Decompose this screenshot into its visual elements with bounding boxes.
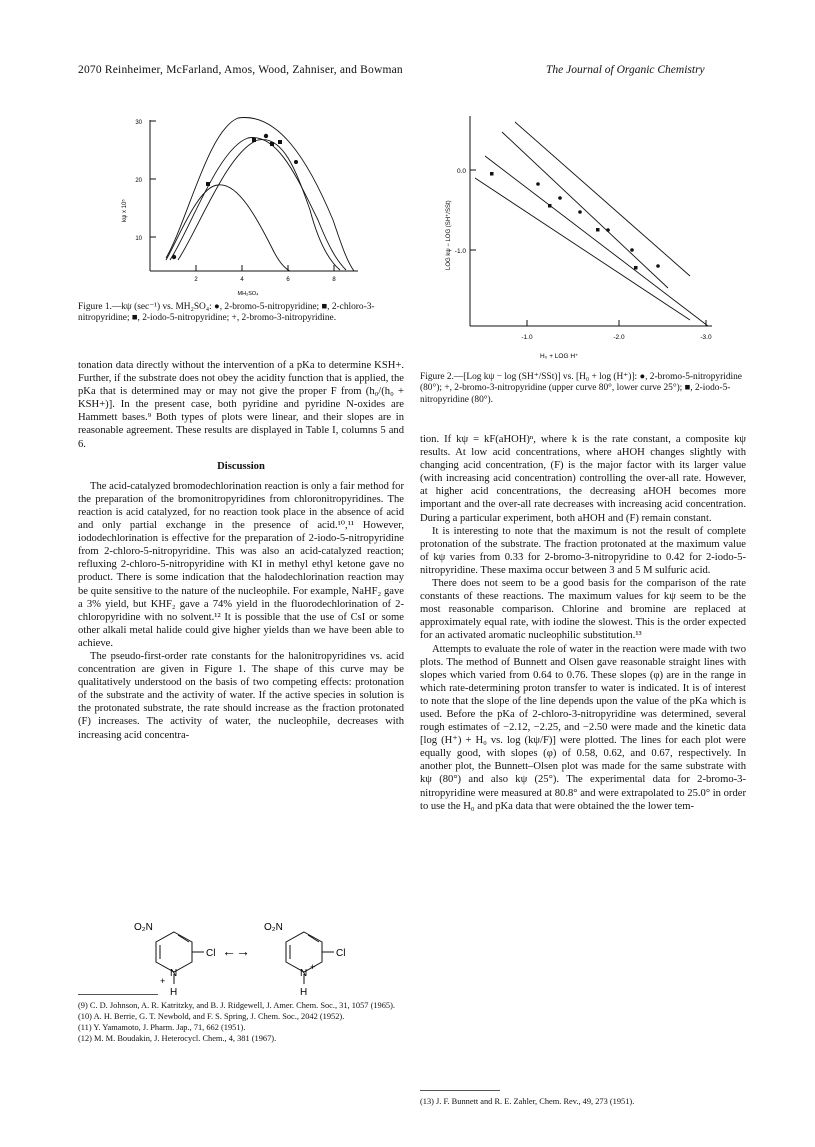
fig1-ytick-20: 20: [135, 178, 142, 184]
hydrogen-a: H: [170, 987, 178, 998]
fig2-xtick-neg1: -1.0: [521, 334, 533, 341]
resonance-scheme: [120, 918, 370, 1000]
fig1-curve-c: [178, 140, 340, 270]
fig1-curve-a: [166, 117, 354, 271]
fig1-xtick-4: 4: [240, 277, 244, 283]
footnotes-left: [78, 1000, 404, 1044]
right-paragraph-2: It is interesting to note that the maximum is not the result of complete protonation of the substrate. The fraction protonated at the maximum value of kψ varies from 0.33 for 2-bromo-3-nitropyridine to 0.42 for 2-iodo-5-nitropyridine. These maxima occur between 3 and 5 M sulfuric acid.: [420, 525, 746, 576]
fig2-line-2: [502, 132, 668, 288]
fig1-y-label: kψ x 10⁵: [122, 199, 128, 222]
nitrogen-b: N: [300, 968, 308, 979]
section-heading-discussion: Discussion: [217, 460, 265, 472]
left-paragraph-2: The acid-catalyzed bromodechlorination reaction is only a fair method for the preparation of the bromonitropyridines from chloronitropyridines. The reaction is acid catalyzed, for no reaction took place in the absence of acid and only partial exchange in the presence of acid.¹⁰,¹¹ However, iododechlorination is effective for the preparation of 2-iodo-5-nitropyridine from 2-chloro-5-nitropyridine. This was also an acid-catalyzed reaction; refluxing 2-chloro-5-nitropyridine with KI in methyl ethyl ketone gave no product. There is some indication that the halodechlorination reaction may be quite sensitive to the nature of the nucleophile. For example, NaHF₂ gave a 3% yield, but KHF₂ gave a 74% yield in the fluorodechlorination of 2-chloropyridine with no solvent.¹² It is possible that the use of CsI or some other alkali metal halide could give higher yields than we have been able to achieve.: [78, 480, 404, 649]
hydrogen-b: H: [300, 987, 308, 998]
left-column: [78, 359, 404, 742]
journal-name: The Journal of Organic Chemistry: [546, 64, 705, 76]
fig1-ytick-30: 30: [135, 120, 142, 126]
fig2-ytick-neg1: -1.0: [454, 248, 466, 255]
chloro-b: Cl: [336, 948, 346, 959]
footnote-9: (9) C. D. Johnson, A. R. Katritzky, and B. J. Ridgewell, J. Amer. Chem. Soc., 31, 1057 (1965).: [78, 1001, 395, 1010]
fig1-xtick-8: 8: [332, 277, 336, 283]
fig1-xtick-6: 6: [286, 277, 290, 283]
chloro-a: Cl: [206, 948, 216, 959]
figure-2: [420, 100, 750, 372]
right-paragraph-3: There does not seem to be a good basis for the comparison of the rate constants of these reactions. The maximum values for kψ seem to be the most reasonable comparison. Chlorine and bromine are replaced at approximately equal rate, with iodine the slowest. This is the order expected for an activated aromatic nucleophilic substitution.¹³: [420, 578, 746, 642]
nitro-group-a: O₂N: [134, 922, 153, 933]
fig2-xtick-neg3: -3.0: [700, 334, 712, 341]
right-paragraph-1: tion. If kψ = kF(aHOH)ⁿ, where k is the rate constant, a composite kψ results. At low acid concentrations, where aHOH changes slightly with changing acid concentration, (F) is the major factor with its larger value (with increasing acid concentration) controlling the over-all rate. However, at higher acid concentrations, the decreasing aHOH becomes more important and the over-all rate decreases with increasing acid concentration. During a particular experiment, both aHOH and (F) remain constant.: [420, 434, 746, 524]
footnotes-right: [420, 1096, 746, 1107]
footnote-13: (13) J. F. Bunnett and R. E. Zahler, Chem. Rev., 49, 273 (1951).: [420, 1097, 635, 1106]
left-paragraph-1: tonation data directly without the intervention of a pKa to determine KSH+. Further, if the substrate does not obey the acidity function that is applied, the pKa that is determined may or may not give the proper F from (h₀/(h₀ + KSH+)]. In the present case, both pyridine and pyridine N-oxides are Hammett bases.⁹ Both types of plots were linear, and their slopes are in reasonable agreement. These results are displayed in Table I, columns 5 and 6.: [78, 360, 404, 450]
fig2-ytick-0: 0.0: [456, 168, 466, 175]
fig2-line-3: [485, 156, 708, 326]
charge-b: +: [310, 962, 316, 972]
pyridine-ring-a: [156, 932, 192, 972]
charge-a: +: [160, 976, 166, 986]
fig1-curve-d: [166, 185, 290, 271]
figure-2-caption: Figure 2.—[Log kψ − log (SH⁺/SSt)] vs. [H₀ + log (H⁺)]: ●, 2-bromo-5-nitropyridine (80°); +, 2-bromo-3-nitropyridine (upper curve 80°, lower curve 25°); ■, 2-iodo-5-nitropyridine (80°).: [420, 372, 742, 405]
footnote-11: (11) Y. Yamamoto, J. Pharm. Jap., 71, 662 (1951).: [78, 1023, 246, 1032]
footnote-10: (10) A. H. Berrie, G. T. Newbold, and F. S. Spring, J. Chem. Soc., 2042 (1952).: [78, 1012, 345, 1021]
figure-1-caption: Figure 1.—kψ (sec⁻¹) vs. MH₂SO₄: ●, 2-bromo-5-nitropyridine; ■, 2-chloro-3-nitropyridine; ■, 2-iodo-5-nitropyridine; +, 2-bromo-3-nitropyridine.: [78, 302, 375, 324]
running-header: 2070 Reinheimer, McFarland, Amos, Wood, Zahniser, and Bowman: [78, 64, 403, 76]
footnote-12: (12) M. M. Boudakin, J. Heterocycl. Chem., 4, 381 (1967).: [78, 1034, 277, 1043]
right-paragraph-4: Attempts to evaluate the role of water in the reaction were made with two plots. The method of Bunnett and Olsen gave reasonable straight lines with slopes which varied from 0.64 to 0.76. These slopes (φ) are in the range in which rate-determining proton transfer to water is indicated. It is of interest to note that the slope of the line depends upon the value of the pKa which is used. Before the pKa of 2-chloro-3-nitropyridine was determined, several rough estimates of −2.12, −2.25, and −2.50 were made and the kinetic data [log (H⁺) + H₀ vs. log (kψ/F)] were plotted. The lines for each plot were equally good, with slopes (φ) of 0.58, 0.62, and 0.67, respectively. In another plot, the Bunnett–Olsen plot was made for the same substrate with kψ (80°) and also kψ (25°). The experimental data for 2-bromo-3-nitropyridine were measured at 80.8° and were extrapolated to 25.0° in order to use the H₀ and pKa data that were obtained the the lower tem-: [420, 643, 746, 812]
figure-1: [78, 100, 408, 300]
fig2-y-label: LOG kψ − LOG (SH⁺/SSt): [446, 200, 452, 270]
fig2-x-label: H₀ + LOG H⁺: [540, 353, 579, 360]
right-column: [420, 433, 746, 813]
fig1-ytick-10: 10: [135, 236, 142, 242]
fig1-x-label: MH₂SO₄: [237, 291, 259, 297]
nitro-group-b: O₂N: [264, 922, 283, 933]
fig1-xtick-2: 2: [194, 277, 198, 283]
fig2-line-4: [475, 178, 690, 320]
footnote-rule-left: [78, 994, 158, 995]
nitrogen-a: N: [170, 968, 178, 979]
fig2-xtick-neg2: -2.0: [613, 334, 625, 341]
resonance-arrow: ←→: [222, 943, 250, 959]
pyridine-ring-b: [286, 932, 322, 972]
footnote-rule-right: [420, 1090, 500, 1091]
left-paragraph-3: The pseudo-first-order rate constants for the halonitropyridines vs. acid concentration are given in Figure 1. The shape of this curve may be qualitatively understood on the basis of two competing effects: protonation of the substrate and the activity of water. If the active species in solution is the protonated substrate, the rate should increase as the fraction protonated (F) increases. The activity of water, the nucleophile, decreases with increasing acid concentra-: [78, 650, 404, 741]
